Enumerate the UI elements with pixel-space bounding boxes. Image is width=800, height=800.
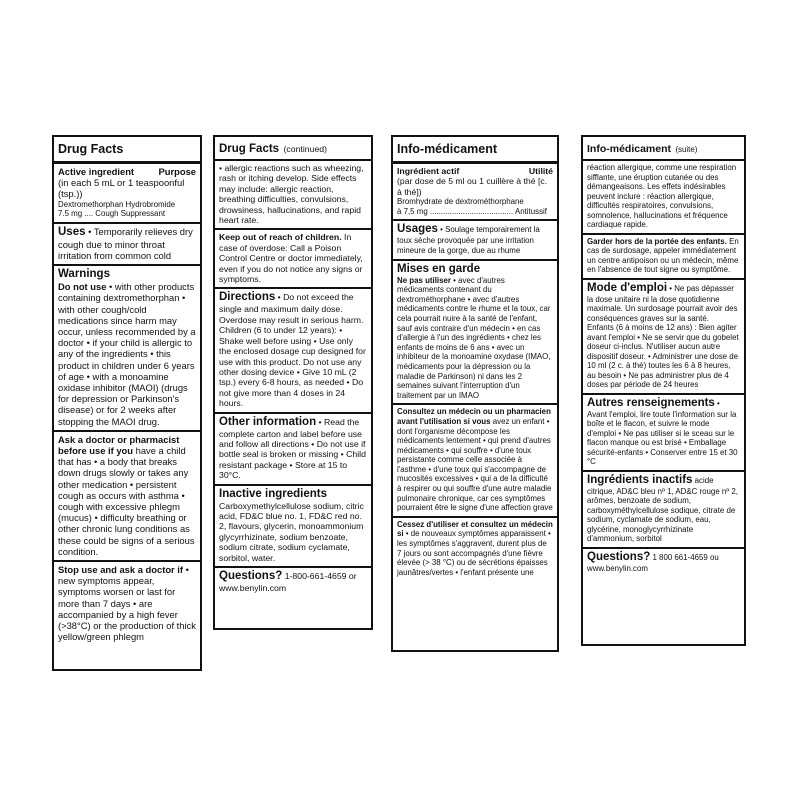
- purpose-heading: Purpose: [158, 166, 196, 177]
- questions-text: 1 800 661-4659 ou www.benylin.com: [587, 552, 719, 573]
- warnings-section: [393, 261, 557, 406]
- consult-doctor-text: avez un enfant • dont l'organisme décompose les médicaments lentement • qui prend d'autres médicaments • qui souffre • d'une toux persistante comme celle associée à l'asthme • d'une toux qui s'accompagne de mucosités excessives • qui a de la difficulté à respirer ou qui souffre d'une autre maladie pulmonaire chronique, car ces symptômes pourraient être le signe d'une affection grave: [397, 416, 553, 513]
- active-ingredient-amount: à 7,5 mg ...................................... Antitussif: [397, 206, 547, 216]
- directions-text: • Ne pas dépasser la dose unitaire ni la dose quotidienne maximale. Un surdosage pourrait avoir des conséquences graves sur la santé.: [587, 283, 738, 323]
- allergic-reactions-section: [215, 161, 371, 230]
- inactive-ingredients-section: [583, 472, 744, 549]
- uses-section: [54, 224, 200, 266]
- drug-facts-continued-panel-en: [213, 135, 373, 630]
- do-not-use-heading: Do not use: [58, 281, 107, 293]
- panel-title-section: [215, 137, 371, 161]
- active-ingredient-header-row: [397, 166, 553, 176]
- active-ingredient-heading: Active ingredient: [58, 166, 135, 177]
- uses-heading: Usages: [397, 223, 438, 236]
- drug-facts-panel-en: [52, 135, 202, 671]
- active-ingredient-name: Dextromethorphan Hydrobromide: [58, 199, 176, 209]
- directions-heading: Mode d'emploi: [587, 281, 668, 294]
- uses-heading: Uses: [58, 225, 86, 238]
- directions-heading: Directions: [219, 291, 276, 304]
- other-information-section: [583, 395, 744, 472]
- allergic-reactions-text: • allergic reactions such as wheezing, rash or itching develop. Side effects may include: allergic reaction, breathing difficulties, convulsions, drowsiness, hallucinations, and rapid heart rate.: [219, 163, 364, 226]
- consult-doctor-section: [393, 405, 557, 518]
- do-not-use-heading: Ne pas utiliser: [397, 275, 451, 285]
- panel-title-continued: (suite): [675, 145, 698, 154]
- other-information-heading: Autres renseignements: [587, 396, 715, 409]
- active-ingredient-header-row: [58, 166, 196, 177]
- directions-section: [583, 280, 744, 395]
- active-ingredient-name: Bromhydrate de dextrométhorphane: [397, 197, 524, 207]
- warnings-heading: Mises en garde: [397, 262, 481, 275]
- panel-title: Drug Facts: [219, 143, 280, 155]
- keep-out-of-reach-text: In case of overdose: Call a Poison Control Centre or doctor immediately, even if you do not notice any signs or symptoms.: [219, 232, 363, 285]
- stop-use-section: [54, 562, 200, 645]
- do-not-use-text: • avec d'autres médicaments contenant du dextrométhorphane • avec d'autres médicaments contre le rhume et la toux, car cela pourrait nuire à la santé de l'enfant, sauf avis contraire d'un médecin • en cas d'allergie à l'un des ingrédients • chez les enfants de moins de 6 ans • avec un inhibiteur de la monoamine oxydase (IMAO, médicaments pour la dépression ou la maladie de Parkinson) ni dans les 2 semaines suivant l'interruption d'un traitement par un IMAO: [397, 275, 551, 400]
- panel-title-continued: (continued): [283, 144, 327, 154]
- stop-use-text: • new symptoms appear, symptoms worsen or last for more than 7 days • are accompanied by a high fever (>38°C) or the production of thick yellow/green phlegm: [58, 564, 196, 643]
- questions-section: [583, 549, 744, 577]
- directions-section: [215, 289, 371, 413]
- ask-doctor-heading: Ask a doctor or pharmacist before use if you: [58, 433, 180, 457]
- keep-out-of-reach-text: En cas de surdosage, appeler immédiatement un centre antipoison ou un médecin, même en l'absence de tout signe ou symptôme.: [587, 236, 739, 274]
- other-information-heading: Other information: [219, 415, 317, 428]
- purpose-heading: Utilité: [528, 166, 553, 176]
- panel-title-section: [54, 137, 200, 164]
- warnings-heading: Warnings: [58, 268, 110, 281]
- keep-out-of-reach-section: [583, 235, 744, 280]
- active-ingredient-amount: 7.5 mg .... Cough Suppressant: [58, 209, 166, 219]
- keep-out-of-reach-section: [215, 230, 371, 289]
- questions-heading: Questions?: [219, 570, 283, 582]
- panel-title-section: [583, 137, 744, 161]
- questions-heading: Questions?: [587, 550, 651, 563]
- inactive-ingredients-text: acide citrique, AD&C bleu nº 1, AD&C rouge nº 2, arômes, benzoate de sodium, carboxyméthylcellulose sodique, citrate de sodium, cyclamate de sodium, eau, glycérine, monoglycyrrhizinate d'ammonium, sorbitol: [587, 475, 738, 543]
- directions-text: • Do not exceed the single and maximum daily dose. Overdose may result in serious harm.: [219, 292, 364, 325]
- allergic-reactions-text: réaction allergique, comme une respiration sifflante, une éruption cutanée ou des démangeaisons. Les effets indésirables peuvent inclure : réaction allergique, difficultés respiratoires, convulsions, somnolence, hallucinations et fréquence cardiaque rapide.: [587, 163, 737, 229]
- panel-title: Drug Facts: [58, 142, 124, 156]
- active-ingredient-section: [54, 164, 200, 224]
- stop-use-heading: Cessez d'utiliser et consultez un médecin si: [397, 519, 553, 539]
- do-not-use-text: • with other products containing dextromethorphan • with other cough/cold medications since harm may occur, unless recommended by a doctor • if your child is allergic to any of the ingredients • this product in children under 6 years of age • with a monoamine oxidase inhibitor (MAOI) (drugs for depression or Parkinson's disease) or for 2 weeks after stopping the MAOI drug.: [58, 281, 196, 427]
- keep-out-of-reach-heading: Garder hors de la portée des enfants.: [587, 236, 727, 246]
- drug-facts-continued-panel-fr: [581, 135, 746, 646]
- ask-doctor-section: [54, 432, 200, 562]
- stop-use-heading: Stop use and ask a doctor if: [58, 564, 184, 576]
- questions-text: 1-800-661-4659 or www.benylin.com: [219, 571, 357, 593]
- active-ingredient-dose: (par dose de 5 ml ou 1 cuillère à thé [c. à thé]): [397, 176, 548, 197]
- other-information-text: • Avant l'emploi, lire toute l'information sur la boîte et le flacon, et suivre le mode d'emploi • Ne pas utiliser si le sceau sur le flacon manque ou est brisé • Emballage sécurité-enfants • Conserver entre 15 et 30 °C: [587, 398, 738, 466]
- inactive-ingredients-section: [215, 486, 371, 568]
- panel-title-section: [393, 137, 557, 164]
- drug-facts-panel-fr: [391, 135, 559, 652]
- other-information-text: • Read the complete carton and label before use and follow all directions • Do not use if bottle seal is broken or missing • Child resistant package • Store at 15 to 30°C.: [219, 416, 366, 481]
- active-ingredient-section: [393, 164, 557, 221]
- panel-title: Info-médicament: [587, 143, 672, 155]
- uses-text: • Temporarily relieves dry cough due to minor throat irritation from common cold: [58, 225, 193, 261]
- inactive-ingredients-heading: Ingrédients inactifs: [587, 473, 693, 486]
- panel-title: Info-médicament: [397, 142, 498, 156]
- directions-children-text: Enfants (6 à moins de 12 ans) : Bien agiter avant l'emploi • Ne se servir que du gobelet doseur ci-inclus. N'utiliser aucun autre dispositif doseur. • Administrer une dose de 10 ml (2 c. à thé) toutes les 6 à 8 heures, au besoin • Ne pas administrer plus de 4 doses par période de 24 heures: [587, 323, 739, 389]
- ask-doctor-text: have a child that has • a body that breaks down drugs slowly or takes any other medication • persistent cough as occurs with asthma • cough with excessive phlegm (mucus) • difficulty breathing or other chronic lung conditions as these could be signs of a serious condition.: [58, 445, 195, 557]
- active-ingredient-heading: Ingrédient actif: [397, 166, 460, 176]
- allergic-reactions-section: [583, 161, 744, 235]
- warnings-section: [54, 266, 200, 432]
- stop-use-section: [393, 518, 557, 581]
- inactive-ingredients-heading: Inactive ingredients: [219, 487, 328, 500]
- directions-children-text: Children (6 to under 12 years): • Shake well before using • Use only the enclosed dosage cup designed for use with this product. Do not use any other dosing device • Give 10 mL (2 tsp.) every 6-8 hours, as needed • Do not give more than 4 doses in 24 hours.: [219, 325, 366, 409]
- uses-text: • Soulage temporairement la toux sèche provoquée par une irritation mineure de la gorge, due au rhume: [397, 225, 540, 255]
- questions-section: [215, 568, 371, 596]
- inactive-ingredients-text: Carboxymethylcellulose sodium, citric acid, FD&C blue no. 1, FD&C red no. 2, flavours, glycerin, monoammonium glycyrrhizinate, sodium benzoate, sodium citrate, sodium cyclamate, sorbitol, water.: [219, 500, 364, 563]
- stop-use-text: • de nouveaux symptômes apparaissent • les symptômes s'aggravent, durent plus de 7 jours ou sont accompagnés d'une fièvre élevée (> 38 °C) ou de sécrétions épaisses jaunâtres/vertes • l'enfant présente une: [397, 529, 551, 577]
- other-information-section: [215, 414, 371, 486]
- active-ingredient-dose: (in each 5 mL or 1 teaspoonful (tsp.)): [58, 177, 185, 200]
- uses-section: [393, 221, 557, 260]
- consult-doctor-heading: Consultez un médecin ou un pharmacien avant l'utilisation si vous: [397, 407, 551, 426]
- keep-out-of-reach-heading: Keep out of reach of children.: [219, 232, 342, 243]
